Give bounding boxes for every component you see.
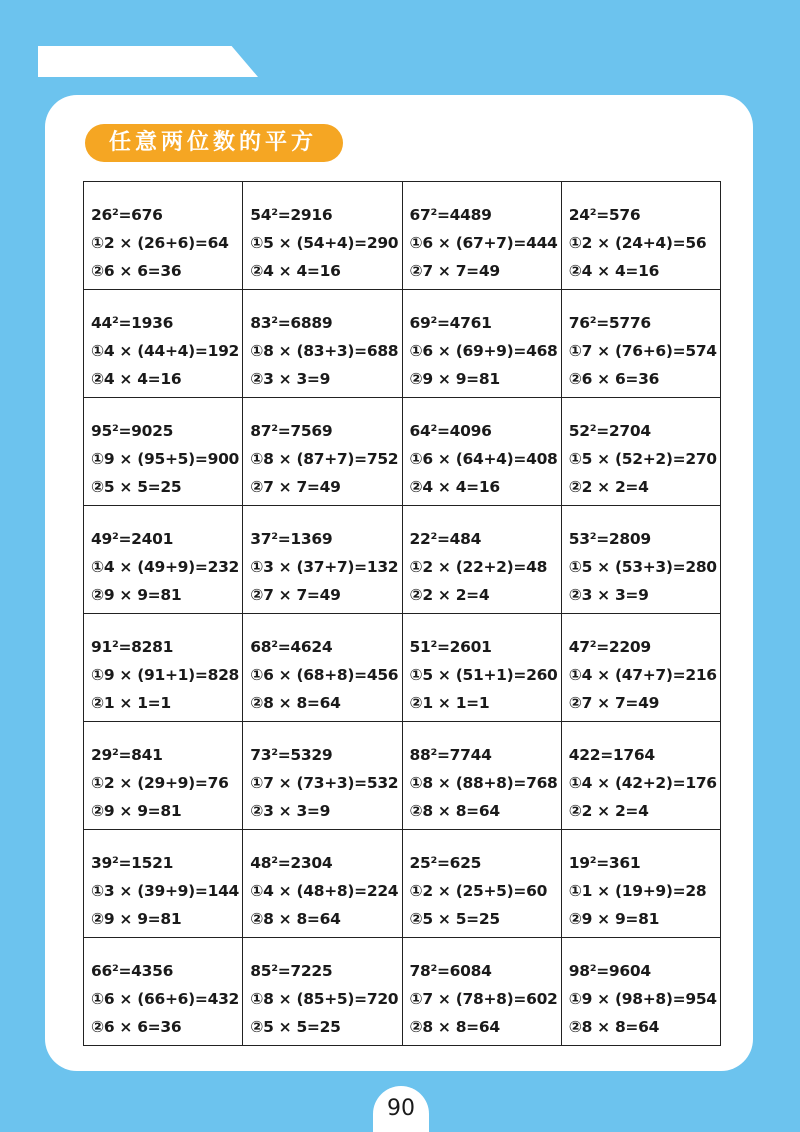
square-result: 73²=5329 [250,746,333,764]
step-one: ①3 × (37+7)=132 [250,558,399,576]
square-result: 52²=2704 [568,422,651,440]
step-one: ①5 × (54+4)=290 [250,234,399,252]
square-result: 37²=1369 [250,530,333,548]
step-one: ①5 × (53+3)=280 [568,558,717,576]
square-cell [84,614,243,722]
step-one: ①8 × (83+3)=688 [250,342,399,360]
step-one: ①4 × (48+8)=224 [250,882,399,900]
step-two: ②8 × 8=64 [409,1018,500,1036]
squares-table [83,181,721,1046]
square-result: 88²=7744 [409,746,492,764]
step-two: ②3 × 3=9 [568,586,649,604]
square-result: 87²=7569 [250,422,333,440]
square-result: 69²=4761 [409,314,492,332]
step-one: ①6 × (66+6)=432 [91,990,240,1008]
square-cell [84,182,243,290]
square-cell [243,614,402,722]
square-cell [402,290,561,398]
step-one: ①9 × (95+5)=900 [91,450,240,468]
step-one: ①6 × (64+4)=408 [409,450,558,468]
step-one: ①5 × (52+2)=270 [568,450,717,468]
square-result: 49²=2401 [91,530,174,548]
square-result: 68²=4624 [250,638,333,656]
table-row [84,830,721,938]
square-cell [243,830,402,938]
square-result: 51²=2601 [409,638,492,656]
square-result: 29²=841 [91,746,163,764]
step-two: ②7 × 7=49 [250,478,341,496]
square-cell [243,938,402,1046]
square-cell [561,398,720,506]
table-row [84,290,721,398]
step-one: ①4 × (47+7)=216 [568,666,717,684]
square-cell [243,182,402,290]
step-one: ①7 × (73+3)=532 [250,774,399,792]
square-result: 67²=4489 [409,206,492,224]
table-row [84,614,721,722]
step-two: ②2 × 2=4 [568,478,649,496]
table-row [84,182,721,290]
square-result: 24²=576 [568,206,641,224]
square-result: 78²=6084 [409,962,492,980]
square-result: 47²=2209 [568,638,651,656]
step-two: ②8 × 8=64 [409,802,500,820]
step-two: ②6 × 6=36 [91,262,182,280]
square-cell [243,722,402,830]
square-cell [402,830,561,938]
step-one: ①4 × (44+4)=192 [91,342,240,360]
square-cell [84,506,243,614]
step-two: ②1 × 1=1 [409,694,490,712]
step-two: ②2 × 2=4 [409,586,490,604]
square-cell [561,290,720,398]
table-row [84,398,721,506]
square-cell [561,182,720,290]
square-cell [561,722,720,830]
step-two: ②9 × 9=81 [568,910,660,928]
square-result: 22²=484 [409,530,482,548]
step-one: ①7 × (76+6)=574 [568,342,717,360]
step-two: ②8 × 8=64 [250,694,341,712]
step-two: ②6 × 6=36 [568,370,660,388]
square-result: 53²=2809 [568,530,651,548]
step-two: ②4 × 4=16 [568,262,660,280]
step-one: ①9 × (91+1)=828 [91,666,240,684]
square-cell [84,290,243,398]
page-number: 90 [373,1086,429,1132]
table-row [84,722,721,830]
step-two: ②4 × 4=16 [91,370,182,388]
step-one: ①2 × (29+9)=76 [91,774,229,792]
square-result: 26²=676 [91,206,163,224]
square-result: 83²=6889 [250,314,333,332]
square-result: 422=1764 [568,746,655,764]
step-two: ②9 × 9=81 [91,802,182,820]
square-result: 95²=9025 [91,422,174,440]
square-cell [402,182,561,290]
square-cell [243,506,402,614]
step-one: ①6 × (68+8)=456 [250,666,399,684]
step-two: ②2 × 2=4 [568,802,649,820]
square-cell [561,830,720,938]
step-two: ②3 × 3=9 [250,370,331,388]
step-two: ②5 × 5=25 [91,478,182,496]
square-cell [402,506,561,614]
step-two: ②7 × 7=49 [409,262,500,280]
step-one: ①5 × (51+1)=260 [409,666,558,684]
step-two: ②6 × 6=36 [91,1018,182,1036]
step-one: ①7 × (78+8)=602 [409,990,558,1008]
step-two: ②7 × 7=49 [568,694,660,712]
table-row [84,506,721,614]
step-one: ①1 × (19+9)=28 [568,882,707,900]
step-two: ②7 × 7=49 [250,586,341,604]
step-one: ①2 × (22+2)=48 [409,558,548,576]
step-one: ①2 × (25+5)=60 [409,882,548,900]
square-cell [561,938,720,1046]
section-title: 任意两位数的平方 [85,124,343,162]
step-two: ②5 × 5=25 [250,1018,341,1036]
square-cell [243,398,402,506]
step-two: ②3 × 3=9 [250,802,331,820]
step-one: ①3 × (39+9)=144 [91,882,240,900]
step-two: ②8 × 8=64 [568,1018,660,1036]
square-result: 76²=5776 [568,314,651,332]
step-two: ②8 × 8=64 [250,910,341,928]
table-row [84,938,721,1046]
square-cell [561,614,720,722]
square-cell [402,614,561,722]
step-one: ①9 × (98+8)=954 [568,990,717,1008]
step-two: ②9 × 9=81 [409,370,500,388]
step-one: ①6 × (69+9)=468 [409,342,558,360]
square-result: 54²=2916 [250,206,333,224]
square-result: 64²=4096 [409,422,492,440]
step-one: ①4 × (49+9)=232 [91,558,240,576]
square-result: 44²=1936 [91,314,174,332]
step-one: ①6 × (67+7)=444 [409,234,558,252]
square-result: 48²=2304 [250,854,333,872]
square-result: 25²=625 [409,854,482,872]
square-cell [243,290,402,398]
step-one: ①8 × (85+5)=720 [250,990,399,1008]
square-cell [402,398,561,506]
step-two: ②4 × 4=16 [250,262,341,280]
square-result: 39²=1521 [91,854,174,872]
step-one: ①2 × (24+4)=56 [568,234,707,252]
step-two: ②9 × 9=81 [91,586,182,604]
square-cell [84,722,243,830]
step-one: ①8 × (88+8)=768 [409,774,558,792]
square-cell [402,722,561,830]
square-result: 66²=4356 [91,962,174,980]
step-two: ②1 × 1=1 [91,694,171,712]
square-result: 19²=361 [568,854,641,872]
square-result: 91²=8281 [91,638,174,656]
step-two: ②4 × 4=16 [409,478,500,496]
top-tab-decoration [38,46,258,77]
square-cell [402,938,561,1046]
square-result: 85²=7225 [250,962,333,980]
step-two: ②5 × 5=25 [409,910,500,928]
step-one: ①8 × (87+7)=752 [250,450,399,468]
step-two: ②9 × 9=81 [91,910,182,928]
square-result: 98²=9604 [568,962,651,980]
square-cell [84,830,243,938]
square-cell [84,938,243,1046]
square-cell [561,506,720,614]
step-one: ①4 × (42+2)=176 [568,774,717,792]
square-cell [84,398,243,506]
step-one: ①2 × (26+6)=64 [91,234,229,252]
